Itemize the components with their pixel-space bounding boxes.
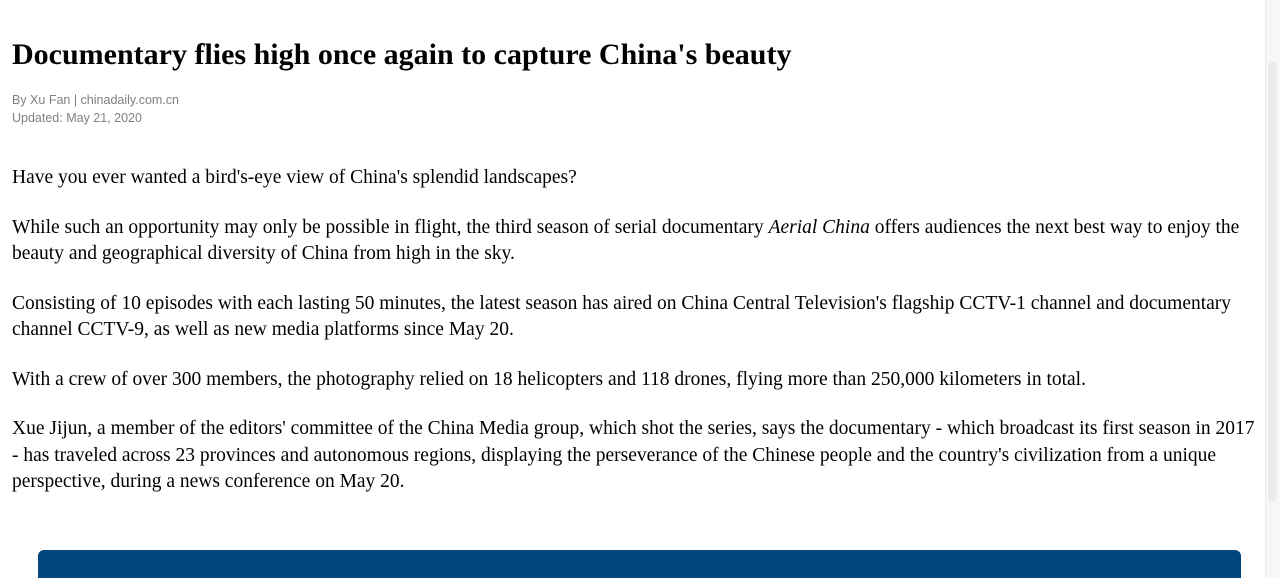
paragraph-2 <box>12 215 1264 268</box>
vertical-scrollbar[interactable] <box>1265 0 1280 578</box>
paragraph-3: Consisting of 10 episodes with each lasting 50 minutes, the latest season has aired on China Central Television's flagship CCTV-1 channel and documentary channel CCTV-9, as well as new media platforms since May 20. <box>12 292 1232 340</box>
documentary-title: Aerial China <box>768 216 870 238</box>
scrollbar-thumb[interactable] <box>1268 62 1277 502</box>
byline: By Xu Fan | chinadaily.com.cn <box>12 93 179 107</box>
paragraph-2-start: While such an opportunity may only be possible in flight, the third season of serial documentary <box>12 216 769 238</box>
paragraph-5: Xue Jijun, a member of the editors' committee of the China Media group, which shot the series, says the documentary - which broadcast its first season in 2017 - has traveled across 23 provinces and autonomous regions, displaying the perseverance of the Chinese people and the country's civilization from a unique perspective, during a news conference on May 20. <box>12 418 1255 492</box>
updated-date: Updated: May 21, 2020 <box>12 111 142 125</box>
paragraph-1: Have you ever wanted a bird's-eye view of China's splendid landscapes? <box>12 167 577 188</box>
paragraph-2-end: offers audiences the next best way to enjoy the beauty and geographical diversity of China from high in the sky. <box>12 216 1240 264</box>
article-body <box>12 165 1264 496</box>
article <box>12 0 1264 519</box>
paragraph-4: With a crew of over 300 members, the photography relied on 18 helicopters and 118 drones, flying more than 250,000 kilometers in total. <box>12 368 1086 390</box>
article-title: Documentary flies high once again to capture China's beauty <box>12 38 792 71</box>
article-meta <box>12 91 1264 127</box>
video-player-block[interactable] <box>38 550 1241 578</box>
